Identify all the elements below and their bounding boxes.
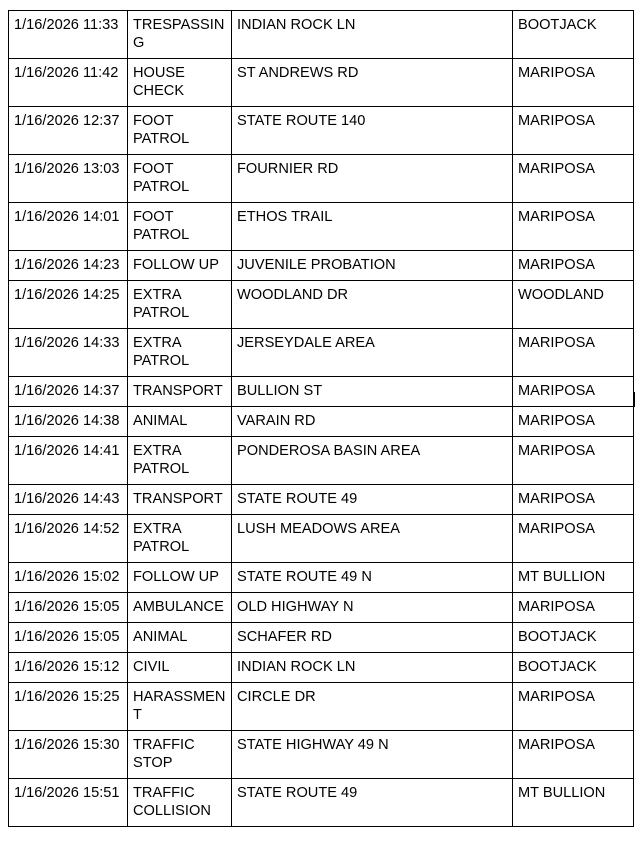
table-row xyxy=(9,593,634,623)
table-row xyxy=(9,107,634,155)
cell-datetime: 1/16/2026 14:41 xyxy=(9,437,128,485)
table-row xyxy=(9,281,634,329)
table-row xyxy=(9,683,634,731)
cell-call-type: FOLLOW UP xyxy=(128,251,232,281)
cell-location: VARAIN RD xyxy=(232,407,513,437)
table-row xyxy=(9,563,634,593)
cell-call-type: TRAFFIC STOP xyxy=(128,731,232,779)
cell-call-type: TRESPASSIN G xyxy=(128,11,232,59)
cell-city: WOODLAND xyxy=(513,281,634,329)
cell-call-type: FOLLOW UP xyxy=(128,563,232,593)
cell-location: JUVENILE PROBATION xyxy=(232,251,513,281)
cell-city: MARIPOSA xyxy=(513,683,634,731)
cell-city: MARIPOSA xyxy=(513,731,634,779)
table-row xyxy=(9,437,634,485)
cell-call-type: EXTRA PATROL xyxy=(128,281,232,329)
cell-location: LUSH MEADOWS AREA xyxy=(232,515,513,563)
cell-call-type: TRAFFIC COLLISION xyxy=(128,779,232,827)
cell-datetime: 1/16/2026 14:38 xyxy=(9,407,128,437)
cell-call-type: TRANSPORT xyxy=(128,485,232,515)
table-row xyxy=(9,515,634,563)
cell-datetime: 1/16/2026 13:03 xyxy=(9,155,128,203)
cell-location: STATE ROUTE 140 xyxy=(232,107,513,155)
cell-city: MARIPOSA xyxy=(513,593,634,623)
table-row xyxy=(9,731,634,779)
cell-location: CIRCLE DR xyxy=(232,683,513,731)
cell-city: MARIPOSA xyxy=(513,407,634,437)
cell-city: MARIPOSA xyxy=(513,329,634,377)
cell-datetime: 1/16/2026 14:25 xyxy=(9,281,128,329)
page-edge-mark xyxy=(634,392,635,407)
cell-call-type: TRANSPORT xyxy=(128,377,232,407)
cell-location: OLD HIGHWAY N xyxy=(232,593,513,623)
cell-datetime: 1/16/2026 14:37 xyxy=(9,377,128,407)
cell-city: BOOTJACK xyxy=(513,623,634,653)
cell-location: JERSEYDALE AREA xyxy=(232,329,513,377)
call-log-body xyxy=(9,11,634,827)
table-row xyxy=(9,779,634,827)
cell-location: ST ANDREWS RD xyxy=(232,59,513,107)
cell-datetime: 1/16/2026 14:01 xyxy=(9,203,128,251)
cell-city: MARIPOSA xyxy=(513,155,634,203)
cell-call-type: FOOT PATROL xyxy=(128,155,232,203)
cell-call-type: ANIMAL xyxy=(128,407,232,437)
table-row xyxy=(9,623,634,653)
cell-city: MARIPOSA xyxy=(513,59,634,107)
cell-datetime: 1/16/2026 14:23 xyxy=(9,251,128,281)
cell-city: MARIPOSA xyxy=(513,203,634,251)
cell-location: FOURNIER RD xyxy=(232,155,513,203)
cell-datetime: 1/16/2026 15:02 xyxy=(9,563,128,593)
cell-city: MARIPOSA xyxy=(513,107,634,155)
cell-city: BOOTJACK xyxy=(513,653,634,683)
cell-city: MT BULLION xyxy=(513,563,634,593)
cell-location: BULLION ST xyxy=(232,377,513,407)
cell-call-type: EXTRA PATROL xyxy=(128,437,232,485)
cell-city: MARIPOSA xyxy=(513,437,634,485)
cell-datetime: 1/16/2026 11:33 xyxy=(9,11,128,59)
cell-call-type: EXTRA PATROL xyxy=(128,515,232,563)
table-row xyxy=(9,485,634,515)
table-row xyxy=(9,407,634,437)
table-row xyxy=(9,653,634,683)
cell-city: MARIPOSA xyxy=(513,251,634,281)
cell-datetime: 1/16/2026 15:30 xyxy=(9,731,128,779)
cell-call-type: AMBULANCE xyxy=(128,593,232,623)
cell-datetime: 1/16/2026 12:37 xyxy=(9,107,128,155)
cell-call-type: HARASSMEN T xyxy=(128,683,232,731)
table-row xyxy=(9,329,634,377)
cell-call-type: FOOT PATROL xyxy=(128,107,232,155)
call-log-table xyxy=(8,10,634,827)
cell-location: STATE ROUTE 49 N xyxy=(232,563,513,593)
cell-call-type: FOOT PATROL xyxy=(128,203,232,251)
table-row xyxy=(9,203,634,251)
cell-call-type: EXTRA PATROL xyxy=(128,329,232,377)
table-row xyxy=(9,155,634,203)
cell-location: ETHOS TRAIL xyxy=(232,203,513,251)
cell-call-type: ANIMAL xyxy=(128,623,232,653)
cell-datetime: 1/16/2026 11:42 xyxy=(9,59,128,107)
table-row xyxy=(9,11,634,59)
cell-datetime: 1/16/2026 15:12 xyxy=(9,653,128,683)
cell-location: INDIAN ROCK LN xyxy=(232,653,513,683)
cell-location: STATE HIGHWAY 49 N xyxy=(232,731,513,779)
cell-datetime: 1/16/2026 14:52 xyxy=(9,515,128,563)
cell-location: PONDEROSA BASIN AREA xyxy=(232,437,513,485)
cell-location: STATE ROUTE 49 xyxy=(232,779,513,827)
cell-city: BOOTJACK xyxy=(513,11,634,59)
cell-call-type: HOUSE CHECK xyxy=(128,59,232,107)
cell-call-type: CIVIL xyxy=(128,653,232,683)
cell-city: MARIPOSA xyxy=(513,377,634,407)
cell-datetime: 1/16/2026 14:43 xyxy=(9,485,128,515)
cell-city: MARIPOSA xyxy=(513,515,634,563)
table-row xyxy=(9,377,634,407)
cell-datetime: 1/16/2026 15:05 xyxy=(9,593,128,623)
cell-datetime: 1/16/2026 15:25 xyxy=(9,683,128,731)
cell-location: SCHAFER RD xyxy=(232,623,513,653)
cell-location: INDIAN ROCK LN xyxy=(232,11,513,59)
cell-location: STATE ROUTE 49 xyxy=(232,485,513,515)
cell-city: MT BULLION xyxy=(513,779,634,827)
cell-location: WOODLAND DR xyxy=(232,281,513,329)
table-row xyxy=(9,251,634,281)
cell-city: MARIPOSA xyxy=(513,485,634,515)
cell-datetime: 1/16/2026 15:05 xyxy=(9,623,128,653)
cell-datetime: 1/16/2026 15:51 xyxy=(9,779,128,827)
table-row xyxy=(9,59,634,107)
cell-datetime: 1/16/2026 14:33 xyxy=(9,329,128,377)
